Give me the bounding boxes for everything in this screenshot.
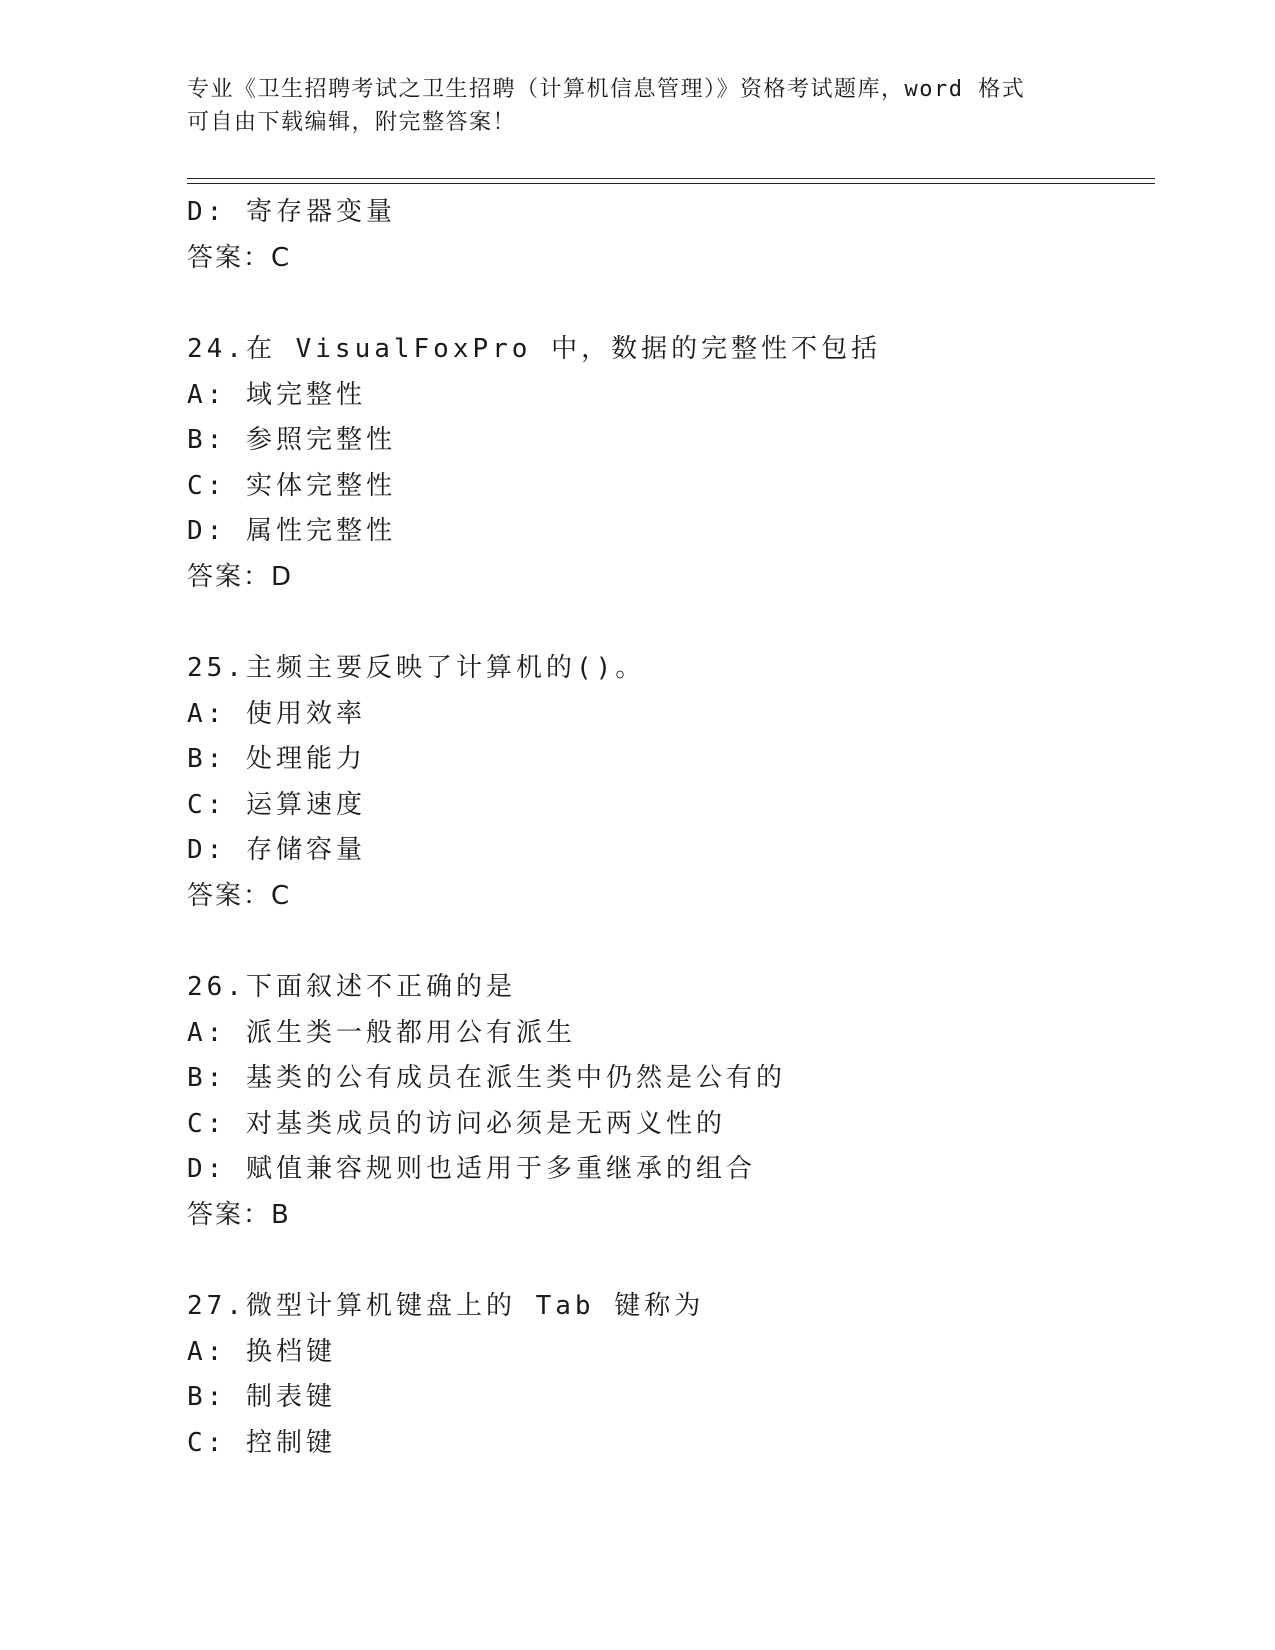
question-23-tail (187, 190, 1147, 281)
answer-line: 答案：B (187, 1199, 291, 1230)
option-c: C: 对基类成员的访问必须是无两义性的 (187, 1108, 726, 1139)
answer-line: 答案：C (187, 242, 292, 273)
header-line-1: 专业《卫生招聘考试之卫生招聘（计算机信息管理）》资格考试题库，word 格式 (187, 77, 1026, 102)
option-c: C: 运算速度 (187, 789, 366, 820)
question-list (187, 190, 1147, 1466)
question-stem: 24.在 VisualFoxPro 中，数据的完整性不包括 (187, 334, 882, 364)
option-d: D: 存储容量 (187, 835, 366, 865)
option-a: A: 换档键 (187, 1336, 336, 1367)
document-header (187, 73, 1087, 139)
option-d: D: 寄存器变量 (187, 197, 396, 227)
option-d: D: 属性完整性 (187, 516, 396, 546)
option-b: B: 基类的公有成员在派生类中仍然是公有的 (187, 1063, 786, 1093)
answer-line: 答案：D (187, 561, 294, 592)
question-27 (187, 1284, 1147, 1466)
option-b: B: 参照完整性 (187, 425, 396, 455)
option-b: B: 制表键 (187, 1382, 336, 1412)
question-stem: 26.下面叙述不正确的是 (187, 972, 516, 1002)
question-stem: 27.微型计算机键盘上的 Tab 键称为 (187, 1291, 705, 1321)
option-d: D: 赋值兼容规则也适用于多重继承的组合 (187, 1154, 756, 1184)
answer-line: 答案：C (187, 880, 292, 911)
option-b: B: 处理能力 (187, 744, 366, 774)
header-divider-top (187, 178, 1155, 179)
question-stem: 25.主频主要反映了计算机的()。 (187, 653, 646, 683)
header-line-2: 可自由下载编辑，附完整答案！ (187, 110, 517, 135)
question-24 (187, 327, 1147, 600)
option-a: A: 使用效率 (187, 698, 366, 729)
option-a: A: 派生类一般都用公有派生 (187, 1017, 576, 1048)
option-c: C: 实体完整性 (187, 470, 396, 501)
option-a: A: 域完整性 (187, 379, 366, 410)
option-c: C: 控制键 (187, 1427, 336, 1458)
header-divider-bottom (187, 183, 1155, 184)
question-26 (187, 965, 1147, 1238)
question-25 (187, 646, 1147, 919)
